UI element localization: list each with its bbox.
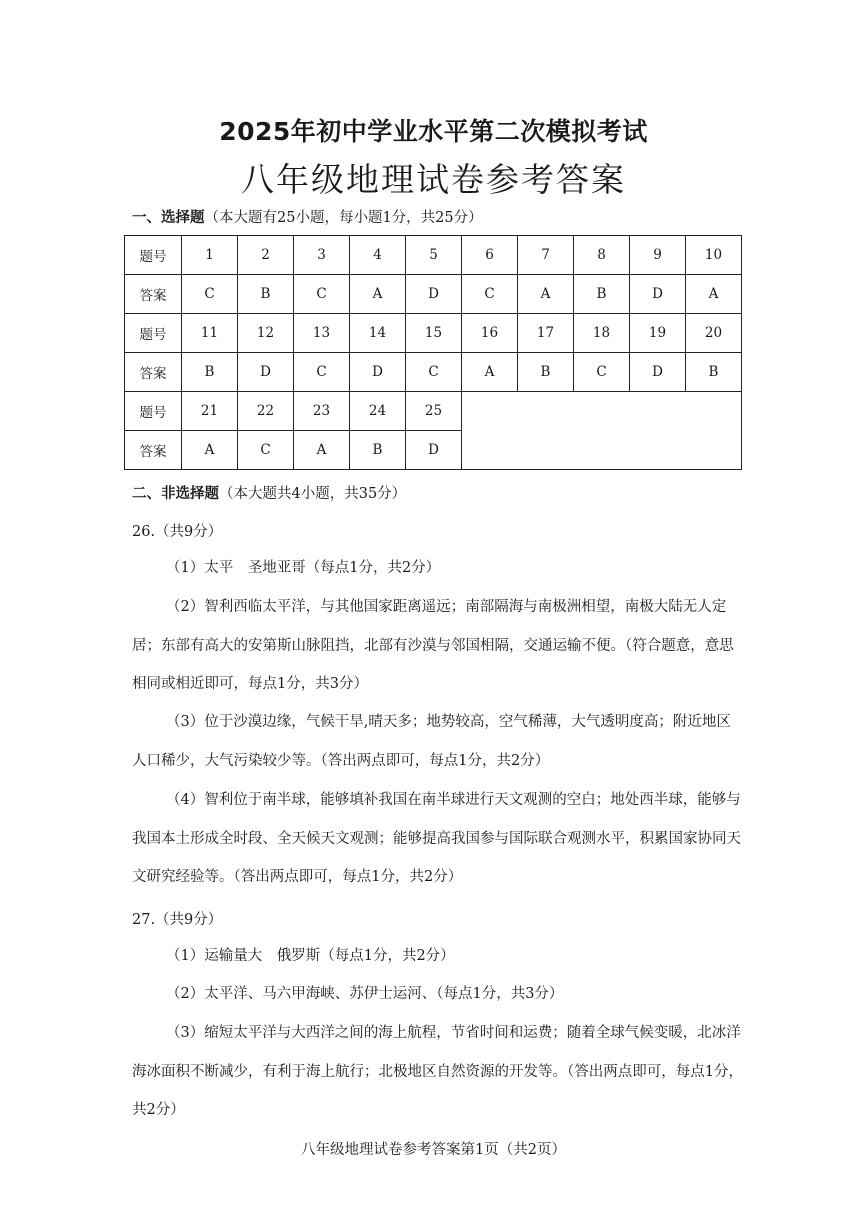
- question-number: 18: [574, 314, 630, 353]
- row-label-question: 题号: [125, 236, 182, 275]
- question-number: 13: [294, 314, 350, 353]
- q27-part2: （2）太平洋、马六甲海峡、苏伊士运河、（每点1分，共3分）: [166, 986, 564, 1002]
- question-number: 21: [182, 392, 238, 431]
- question-number: 20: [686, 314, 742, 353]
- q26-part4: （4）智利位于南半球，能够填补我国在南半球进行天文观测的空白；地处西半球，能够与我国本土形成全时段、全天候天文观测；能够提高我国参与国际联合观测水平，积累国家协同天文研究经验等。（答出两点即可，每点1分，共2分）: [132, 792, 741, 885]
- question-number: 22: [238, 392, 294, 431]
- answer-cell: D: [406, 431, 462, 470]
- question-number: 11: [182, 314, 238, 353]
- section2-note: （本大题共4小题，共35分）: [219, 486, 407, 502]
- answer-cell: A: [182, 431, 238, 470]
- question-number: 4: [350, 236, 406, 275]
- section1-label: 一、选择题: [132, 210, 205, 226]
- answer-cell: C: [294, 275, 350, 314]
- answer-cell: C: [574, 353, 630, 392]
- answer-cell: C: [294, 353, 350, 392]
- question-number: 2: [238, 236, 294, 275]
- table-row: [125, 314, 742, 353]
- row-label-answer: 答案: [125, 353, 182, 392]
- section2-label: 二、非选择题: [132, 486, 219, 502]
- table-row: [125, 275, 742, 314]
- answer-cell: B: [574, 275, 630, 314]
- answer-key-title: 八年级地理试卷参考答案: [241, 160, 626, 199]
- question-number: 5: [406, 236, 462, 275]
- question-number: 16: [462, 314, 518, 353]
- answer-cell: B: [350, 431, 406, 470]
- question-number: 23: [294, 392, 350, 431]
- question-number: 15: [406, 314, 462, 353]
- answer-cell: C: [406, 353, 462, 392]
- row-label-question: 题号: [125, 314, 182, 353]
- answer-cell: D: [350, 353, 406, 392]
- answer-cell: D: [238, 353, 294, 392]
- question-number: 3: [294, 236, 350, 275]
- row-label-answer: 答案: [125, 431, 182, 470]
- section1-note: （本大题有25小题，每小题1分，共25分）: [204, 210, 483, 226]
- section2-heading: [132, 482, 406, 503]
- row-label-question: 题号: [125, 392, 182, 431]
- answer-cell: C: [238, 431, 294, 470]
- q27-part3: （3）缩短太平洋与大西洋之间的海上航程，节省时间和运费；随着全球气候变暖，北冰洋海冰面积不断减少，有利于海上航行；北极地区自然资源的开发等。（答出两点即可，每点1分，共2分）: [132, 1025, 743, 1118]
- exam-title: 2025年初中学业水平第二次模拟考试: [219, 117, 648, 146]
- answer-cell: D: [406, 275, 462, 314]
- answer-cell: A: [294, 431, 350, 470]
- answer-cell: B: [518, 353, 574, 392]
- page-footer: 八年级地理试卷参考答案第1页（共2页）: [301, 1142, 566, 1158]
- q26-part3: （3）位于沙漠边缘，气候干旱,晴天多；地势较高，空气稀薄，大气透明度高；附近地区人口稀少，大气污染较少等。（答出两点即可，每点1分，共2分）: [132, 714, 731, 769]
- answer-cell: A: [350, 275, 406, 314]
- question-number: 24: [350, 392, 406, 431]
- question-number: 19: [630, 314, 686, 353]
- answer-cell: D: [630, 275, 686, 314]
- question-number: 17: [518, 314, 574, 353]
- answer-cell: C: [182, 275, 238, 314]
- question-number: 6: [462, 236, 518, 275]
- empty-cell: [462, 392, 742, 470]
- answer-cell: A: [686, 275, 742, 314]
- question-number: 12: [238, 314, 294, 353]
- question-number: 14: [350, 314, 406, 353]
- answer-cell: B: [238, 275, 294, 314]
- q27-part1: （1）运输量大 俄罗斯（每点1分，共2分）: [166, 948, 455, 964]
- question-27-label: 27.（共9分）: [132, 912, 223, 928]
- question-26-label: 26.（共9分）: [132, 524, 223, 540]
- answer-cell: A: [518, 275, 574, 314]
- q26-part1: （1）太平 圣地亚哥（每点1分，共2分）: [166, 560, 441, 576]
- answer-cell: B: [686, 353, 742, 392]
- table-row: [125, 236, 742, 275]
- table-row: [125, 353, 742, 392]
- answer-table: [124, 235, 742, 470]
- question-number: 8: [574, 236, 630, 275]
- answer-cell: C: [462, 275, 518, 314]
- q26-part2: （2）智利西临太平洋，与其他国家距离遥远；南部隔海与南极洲相望，南极大陆无人定居；东部有高大的安第斯山脉阻挡，北部有沙漠与邻国相隔，交通运输不便。（符合题意，意思相同或相近即可，每点1分，共3分）: [132, 599, 734, 692]
- answer-cell: A: [462, 353, 518, 392]
- question-number: 9: [630, 236, 686, 275]
- question-number: 1: [182, 236, 238, 275]
- row-label-answer: 答案: [125, 275, 182, 314]
- answer-cell: B: [182, 353, 238, 392]
- question-number: 10: [686, 236, 742, 275]
- question-number: 7: [518, 236, 574, 275]
- answer-cell: D: [630, 353, 686, 392]
- table-row: [125, 392, 742, 431]
- section1-heading: [132, 206, 483, 227]
- question-number: 25: [406, 392, 462, 431]
